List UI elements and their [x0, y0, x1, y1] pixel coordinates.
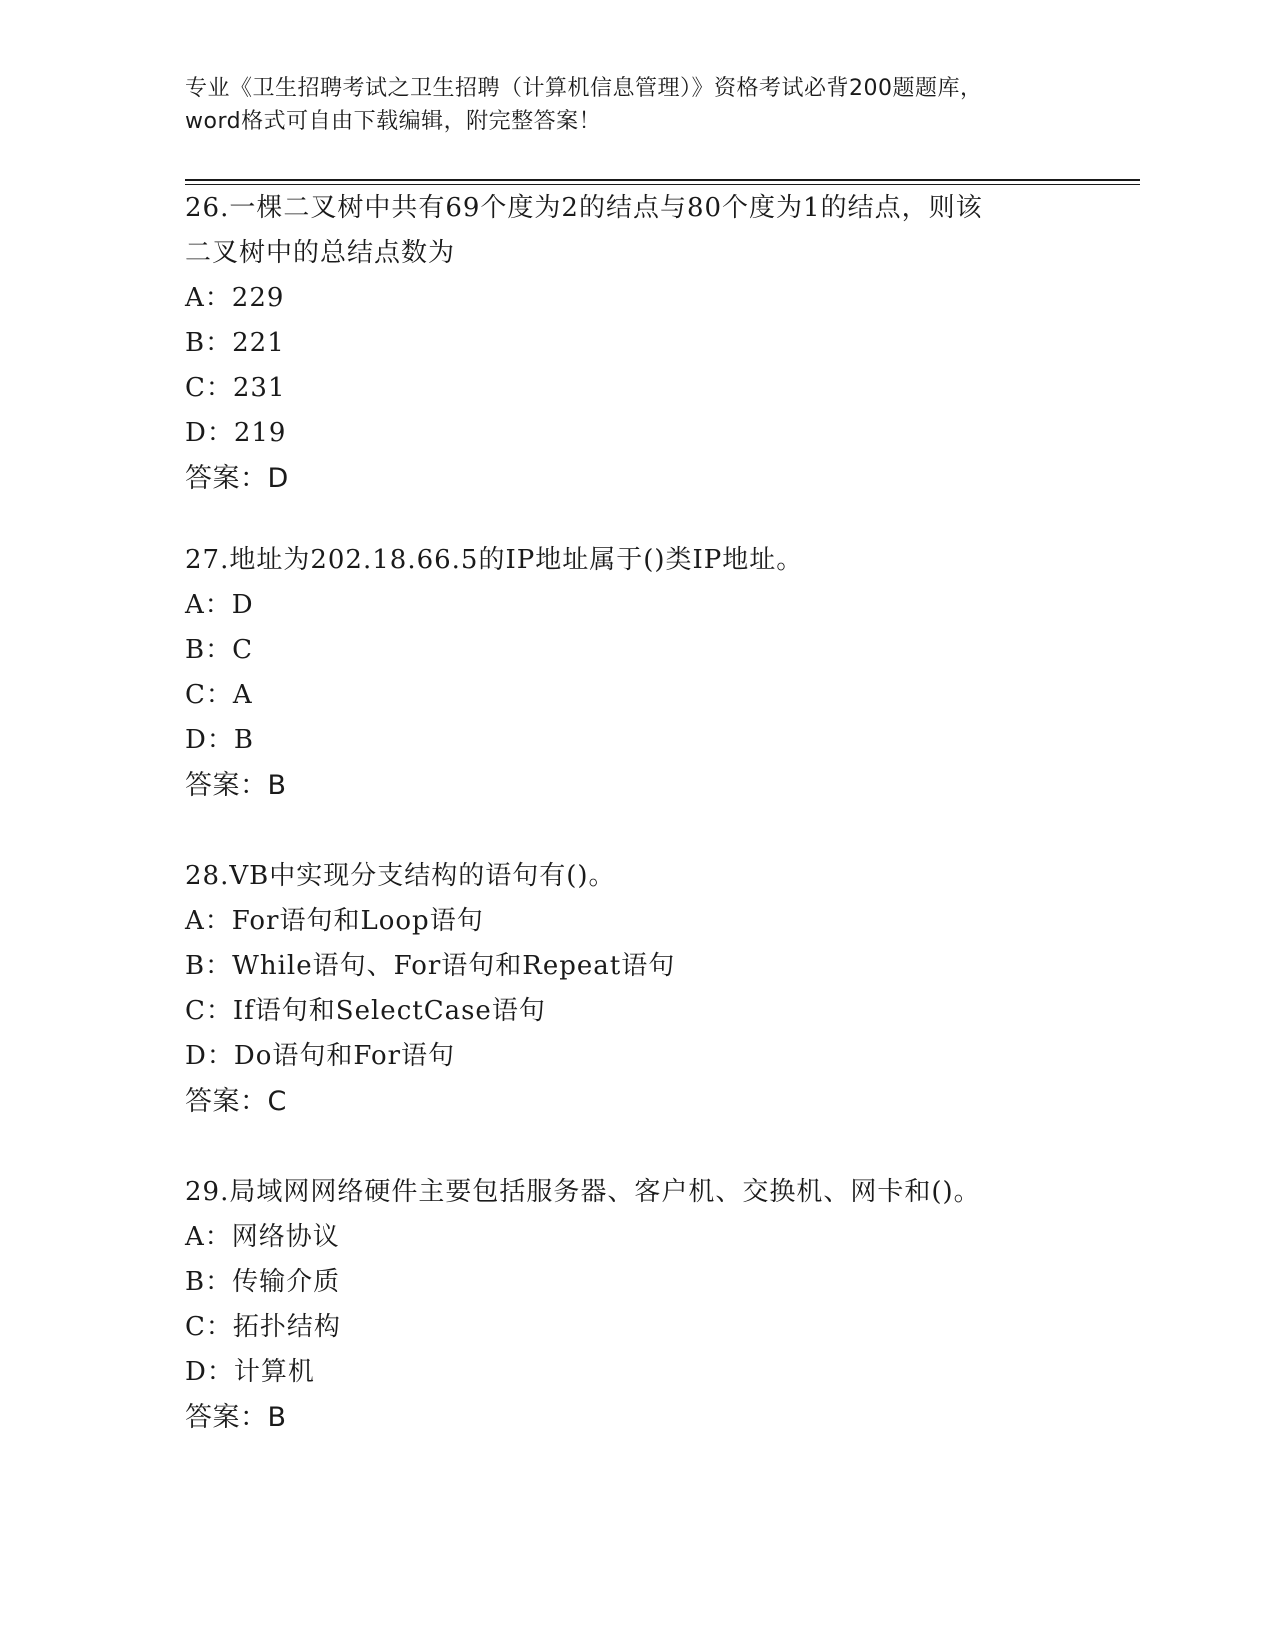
header-line-1: 专业《卫生招聘考试之卫生招聘（计算机信息管理）》资格考试必背200题题库， [185, 76, 983, 101]
option-a: A：For语句和Loop语句 [185, 906, 484, 936]
question-stem: 27.地址为202.18.66.5的IP地址属于()类IP地址。 [185, 545, 804, 575]
option-a: A：229 [185, 283, 285, 313]
question-stem-continued: 二叉树中的总结点数为 [185, 238, 456, 268]
option-d: D：219 [185, 418, 287, 448]
option-b: B：C [185, 635, 254, 665]
answer: 答案：B [185, 1402, 287, 1433]
answer: 答案：B [185, 770, 287, 801]
question-27 [185, 538, 1105, 808]
option-d: D：Do语句和For语句 [185, 1041, 456, 1071]
question-26 [185, 186, 1105, 501]
header-divider-thick [185, 179, 1140, 181]
document-header [185, 72, 1085, 138]
header-line-2: word格式可自由下载编辑，附完整答案！ [185, 109, 602, 134]
option-a: A：D [185, 590, 254, 620]
question-stem: 28.VB中实现分支结构的语句有()。 [185, 861, 616, 891]
option-b: B：While语句、For语句和Repeat语句 [185, 951, 676, 981]
question-stem: 29.局域网网络硬件主要包括服务器、客户机、交换机、网卡和()。 [185, 1177, 981, 1207]
option-c: C：If语句和SelectCase语句 [185, 996, 546, 1026]
option-c: C：拓扑结构 [185, 1312, 341, 1342]
question-stem: 26.一棵二叉树中共有69个度为2的结点与80个度为1的结点，则该 [185, 193, 983, 223]
option-b: B：传输介质 [185, 1267, 341, 1297]
answer: 答案：D [185, 463, 289, 494]
option-a: A：网络协议 [185, 1222, 340, 1252]
question-28 [185, 854, 1105, 1124]
option-b: B：221 [185, 328, 285, 358]
header-divider-thin [185, 184, 1140, 185]
option-d: D：B [185, 725, 254, 755]
option-d: D：计算机 [185, 1357, 315, 1387]
option-c: C：A [185, 680, 253, 710]
option-c: C：231 [185, 373, 286, 403]
question-29 [185, 1170, 1105, 1440]
answer: 答案：C [185, 1086, 287, 1117]
